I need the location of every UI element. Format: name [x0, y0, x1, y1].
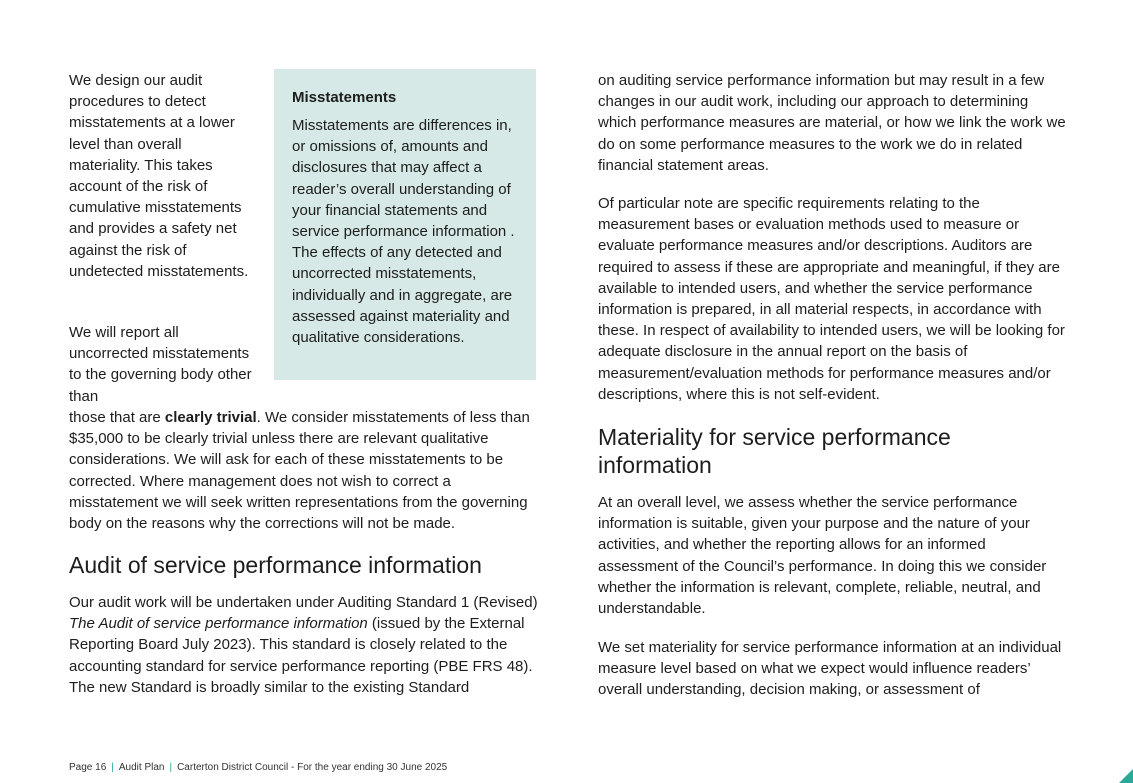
- report-rest: . We consider misstatements of less than $35,000 to be clearly trivial unless there are relevant qualitative considerations. We will ask for each of these misstatements to be corrected. Where management does not wish to correct a misstatement we will seek written representations from the governing body on the reasons why the corrections will not be made.: [69, 409, 530, 533]
- clearly-trivial-term: clearly trivial: [164, 409, 257, 426]
- footer-document: Carterton District Council - For the year ending 30 June 2025: [177, 762, 448, 773]
- audit-pre: Our audit work will be undertaken under Auditing Standard 1 (Revised): [69, 594, 538, 611]
- corner-accent: [1119, 769, 1133, 783]
- right-paragraph-3: At an overall level, we assess whether the service performance information is suitable, given your purpose and the nature of your activities, and whether the reporting allows for an informed assessment of the Council’s performance. In doing this we consider whether the information is relevant, complete, reliable, neutral, and understandable.: [598, 494, 1047, 618]
- callout-title: Misstatements: [292, 89, 397, 106]
- audit-spi-paragraph: [69, 592, 539, 698]
- misstatements-callout: [274, 69, 536, 380]
- materiality-heading: Materiality for service performance information: [598, 424, 951, 478]
- report-prefix: those that are: [69, 409, 161, 426]
- right-paragraph-4: We set materiality for service performance information at an individual measure level based on what we expect would influence readers’ overall understanding, decision making, or assessment of: [598, 639, 1062, 699]
- page-footer: [69, 762, 447, 774]
- right-paragraph-2: Of particular note are specific requirements relating to the measurement bases or evaluation methods used to measure or evaluate performance measures and/or descriptions. Auditors are required to assess if these are appropriate and meaningful, if they are available to intended users, and whether the service performance information is prepared, in all material respects, in accordance with these. In respect of availability to intended users, we will be looking for adequate disclosure in the annual report on the basis of measurement/evaluation methods for performance measures and/or descriptions, where this is not self-evident.: [598, 195, 1065, 403]
- callout-body: Misstatements are differences in, or omissions of, amounts and disclosures that may affect a reader’s overall understanding of your financial statements and service performance information . The effects of any detected and uncorrected misstatements, individually and in aggregate, are assessed against materiality and qualitative considerations.: [292, 117, 515, 347]
- footer-page-number: Page 16: [69, 762, 107, 773]
- footer-separator: |: [169, 762, 173, 773]
- report-paragraph-part2: [69, 407, 539, 534]
- footer-separator: |: [111, 762, 114, 773]
- standard-title: The Audit of service performance information: [69, 615, 368, 633]
- audit-post: (issued by the External Reporting Board July 2023). This standard is closely related to the accounting standard for service performance reporting (PBE FRS 48). The new Standard is broadly similar to the existing Standard: [69, 615, 533, 696]
- right-paragraph-1: on auditing service performance information but may result in a few changes in our audit work, including our approach to determining which performance measures are material, or how we link the work we do on some performance measures to the work we do in related financial statement areas.: [598, 72, 1066, 174]
- footer-section: Audit Plan: [118, 762, 165, 773]
- report-paragraph-part1: We will report all uncorrected misstatements to the governing body other than: [69, 324, 252, 405]
- audit-spi-heading: Audit of service performance information: [69, 552, 482, 578]
- intro-paragraph: We design our audit procedures to detect misstatements at a lower level than overall materiality. This takes account of the risk of cumulative misstatements and provides a safety net against the risk of undetected misstatements.: [69, 72, 249, 280]
